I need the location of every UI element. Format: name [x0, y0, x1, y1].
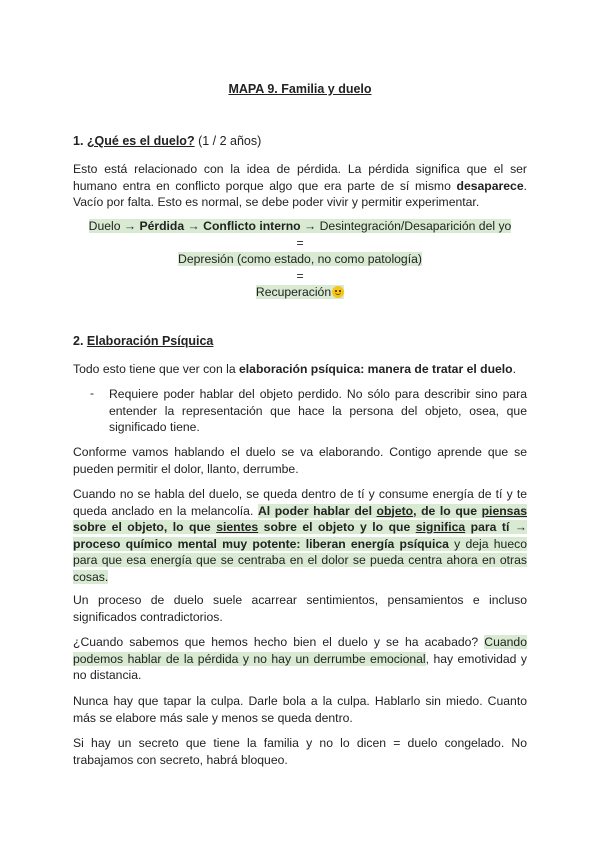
bold-run: , de lo que	[413, 503, 482, 518]
section-2-paragraph-6: Nunca hay que tapar la culpa. Darle bola a la culpa. Hablarlo sin miedo. Cuanto más se elabore más sale y menos se queda dentro.	[73, 694, 527, 725]
smiley-icon	[332, 286, 344, 298]
section-2-paragraph-3	[73, 486, 527, 585]
flow-equals-1: =	[296, 235, 304, 250]
underlined-run: sientes	[216, 520, 259, 534]
section-1-number: 1.	[73, 134, 84, 148]
flow-desintegracion: Desintegración/Desaparición del yo	[319, 219, 512, 233]
flow-highlight	[89, 219, 512, 233]
bold-run: desaparece	[456, 178, 524, 193]
section-2-paragraph-5	[73, 634, 527, 684]
flow-equals-2: =	[296, 268, 304, 283]
underlined-run: objeto	[376, 503, 414, 518]
bullet-text: Requiere poder hablar del objeto perdido. No sólo para describir sino para entender la representación que hace la persona del objeto, osea, que significado tiene.	[109, 387, 527, 434]
section-2-number: 2.	[73, 334, 84, 348]
section-1-title: ¿Qué es el duelo?	[86, 134, 195, 148]
flow-recuperacion-wrap	[256, 285, 344, 299]
flow-recuperacion: Recuperación	[255, 285, 332, 299]
section-2-paragraph-2: Conforme vamos hablando el duelo se va elaborando. Contigo aprende que se pueden permitir el dolor, llanto, derrumbe.	[73, 445, 527, 476]
text-run: Esto está relacionado con la idea de pérdida. La pérdida significa que el ser humano entra en conflicto porque algo que era parte de sí mismo	[73, 162, 527, 193]
duelo-flow	[73, 218, 527, 301]
text-run: Cuando no se habla del duelo, se queda dentro de tí y consume energía de tí y te queda anclado en la melancolía.	[73, 487, 527, 518]
flow-line-3	[73, 284, 527, 301]
section-1-heading	[73, 134, 261, 148]
underlined-run: significa	[415, 520, 466, 534]
bullet-mark: -	[90, 386, 95, 400]
flow-line-1	[73, 218, 527, 235]
page-title: MAPA 9. Familia y duelo	[228, 82, 372, 96]
flow-conflicto: Conflicto interno	[203, 219, 301, 233]
section-2-heading	[73, 334, 213, 348]
highlight-run: Cuando podemos hablar de la pérdida y no hay un derrumbe emocional	[73, 635, 527, 666]
flow-duelo: Duelo	[88, 219, 121, 233]
bold-run: para tí → proceso químico mental muy potente: liberan energía psíquica	[73, 520, 527, 551]
section-2-paragraph-7: Si hay un secreto que tiene la familia y no lo dicen = duelo congelado. No trabajamos con secreto, habrá bloqueo.	[73, 736, 527, 767]
bold-run: sobre el objeto, lo que	[73, 520, 217, 534]
text-run: . Vacío por falta. Esto es normal, se debe poder vivir y permitir experimentar.	[73, 178, 527, 209]
text-run: y deja hueco para que esa energía que se centraba en el dolor se pueda centra ahora en otras cosas.	[73, 536, 527, 584]
text-run: .	[512, 362, 517, 376]
section-1-note: (1 / 2 años)	[194, 134, 262, 148]
arrow: →	[184, 219, 204, 233]
section-2-title: Elaboración Psíquica	[86, 334, 214, 348]
bold-run: Al poder hablar del	[257, 503, 377, 518]
section-1-paragraph	[73, 161, 527, 211]
text-run: Todo esto tiene que ver con la	[73, 362, 239, 376]
section-2-paragraph-1	[73, 361, 527, 378]
flow-perdida: Pérdida	[139, 219, 185, 233]
flow-line-2	[73, 251, 527, 268]
bold-run: elaboración psíquica: manera de tratar el duelo	[239, 362, 513, 376]
section-2-paragraph-4: Un proceso de duelo suele acarrear sentimientos, pensamientos e incluso significados contradictorios.	[73, 593, 527, 624]
text-run: ¿Cuando sabemos que hemos hecho bien el duelo y se ha acabado?	[73, 635, 485, 649]
arrow: →	[300, 219, 320, 233]
arrow: →	[120, 219, 140, 233]
text-run: , hay emotividad y no distancia.	[73, 651, 527, 682]
flow-depresion: Depresión (como estado, no como patología)	[178, 252, 422, 266]
bold-run: sobre el objeto y lo que	[258, 520, 416, 534]
underlined-run: piensas	[481, 503, 527, 518]
